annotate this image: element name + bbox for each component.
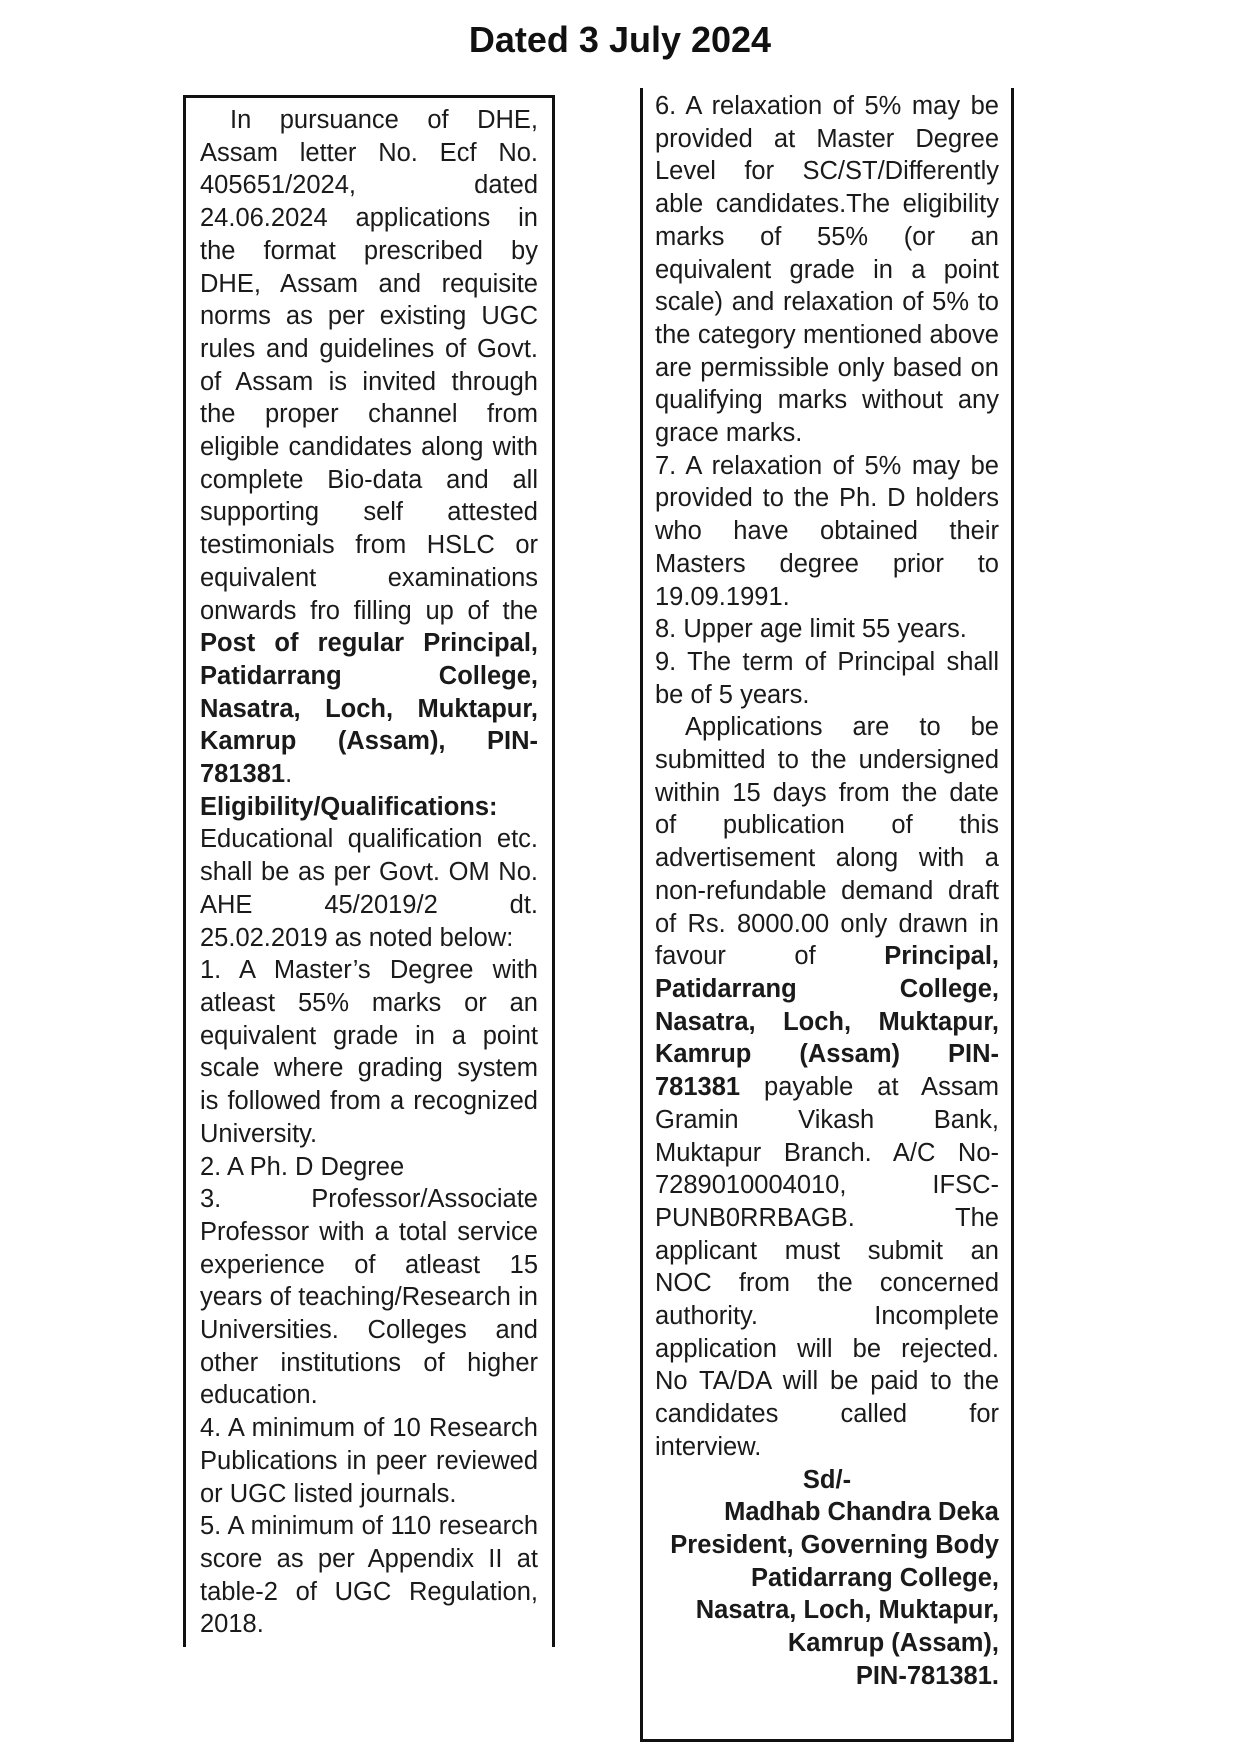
application-text: Applications are to be submitted to the undersigned within 15 days from the date of publication of this advertisement along with a non-refundable demand draft of Rs. 8000.00 only drawn in favour of (655, 713, 999, 971)
signature-sd: Sd/- (802, 1465, 852, 1494)
signatory-name: Madhab Chandra Deka (724, 1498, 999, 1527)
advertisement-right-column (640, 88, 1014, 1742)
draft-payee: Principal, Patidarrang College, Nasatra, Loch, Muktapur, Kamrup (Assam) PIN-781381 (655, 942, 999, 1102)
signatory-pin: PIN-781381. (855, 1661, 999, 1690)
intro-paragraph (200, 104, 538, 791)
advertisement-left-column (183, 95, 555, 1647)
eligibility-item-9: 9. The term of Principal shall be of 5 years. (655, 647, 999, 709)
application-paragraph (655, 711, 999, 1463)
eligibility-heading: Eligibility/Qualifications: (200, 792, 498, 821)
eligibility-item-8: 8. Upper age limit 55 years. (655, 615, 967, 644)
eligibility-item-4: 4. A minimum of 10 Research Publications in peer reviewed or UGC listed journals. (200, 1414, 538, 1508)
eligibility-item-1: 1. A Master’s Degree with atleast 55% marks or an equivalent grade in a point scale where grading system is followed from a recognized University. (200, 956, 538, 1148)
page-title: Dated 3 July 2024 (468, 19, 772, 60)
signatory-designation: President, Governing Body (670, 1530, 999, 1559)
intro-text: In pursuance of DHE, Assam letter No. Ecf No. 405651/2024, dated 24.06.2024 applications in the format prescribed by DHE, Assam and requisite norms as per existing UGC rules and guidelines of Govt. of Assam is invited through the proper channel from eligible candidates along with complete Bio-data and all supporting self attested testimonials from HSLC or equivalent examinations onwards fro filling up of the (200, 106, 538, 625)
signatory-address: Nasatra, Loch, Muktapur, (695, 1596, 999, 1625)
eligibility-item-7: 7. A relaxation of 5% may be provided to the Ph. D holders who have obtained their Masters degree prior to 19.09.1991. (655, 451, 999, 611)
eligibility-item-3: 3. Professor/Associate Professor with a total service experience of atleast 15 years of teaching/Research in Universities. Colleges and other institutions of higher education. (200, 1185, 538, 1410)
eligibility-item-5: 5. A minimum of 110 research score as per Appendix II at table-2 of UGC Regulation, 2018. (200, 1512, 538, 1639)
signature-block (655, 1464, 999, 1693)
application-terms: payable at Assam Gramin Vikash Bank, Muktapur Branch. A/C No-7289010004010, IFSC-PUNB0RRBAGB. The applicant must submit an NOC from the concerned authority. Incomplete application will be rejected. No TA/DA will be paid to the candidates called for interview. (655, 1073, 999, 1461)
signatory-college: Patidarrang College, (751, 1563, 999, 1592)
intro-end: . (285, 760, 293, 789)
eligibility-item-2: 2. A Ph. D Degree (200, 1152, 405, 1181)
signatory-district: Kamrup (Assam), (787, 1629, 999, 1658)
post-title: Post of regular Principal, Patidarrang College, Nasatra, Loch, Muktapur, Kamrup (Assam), PIN-781381 (200, 629, 538, 789)
eligibility-item-6: 6. A relaxation of 5% may be provided at Master Degree Level for SC/ST/Differently able candidates.The eligibility marks of 55% (or an equivalent grade in a point scale) and relaxation of 5% to the category mentioned above are permissible only based on qualifying marks without any grace marks. (655, 92, 999, 448)
eligibility-text: Educational qualification etc. shall be as per Govt. OM No. AHE 45/2019/2 dt. 25.02.2019 as noted below: (200, 825, 538, 952)
